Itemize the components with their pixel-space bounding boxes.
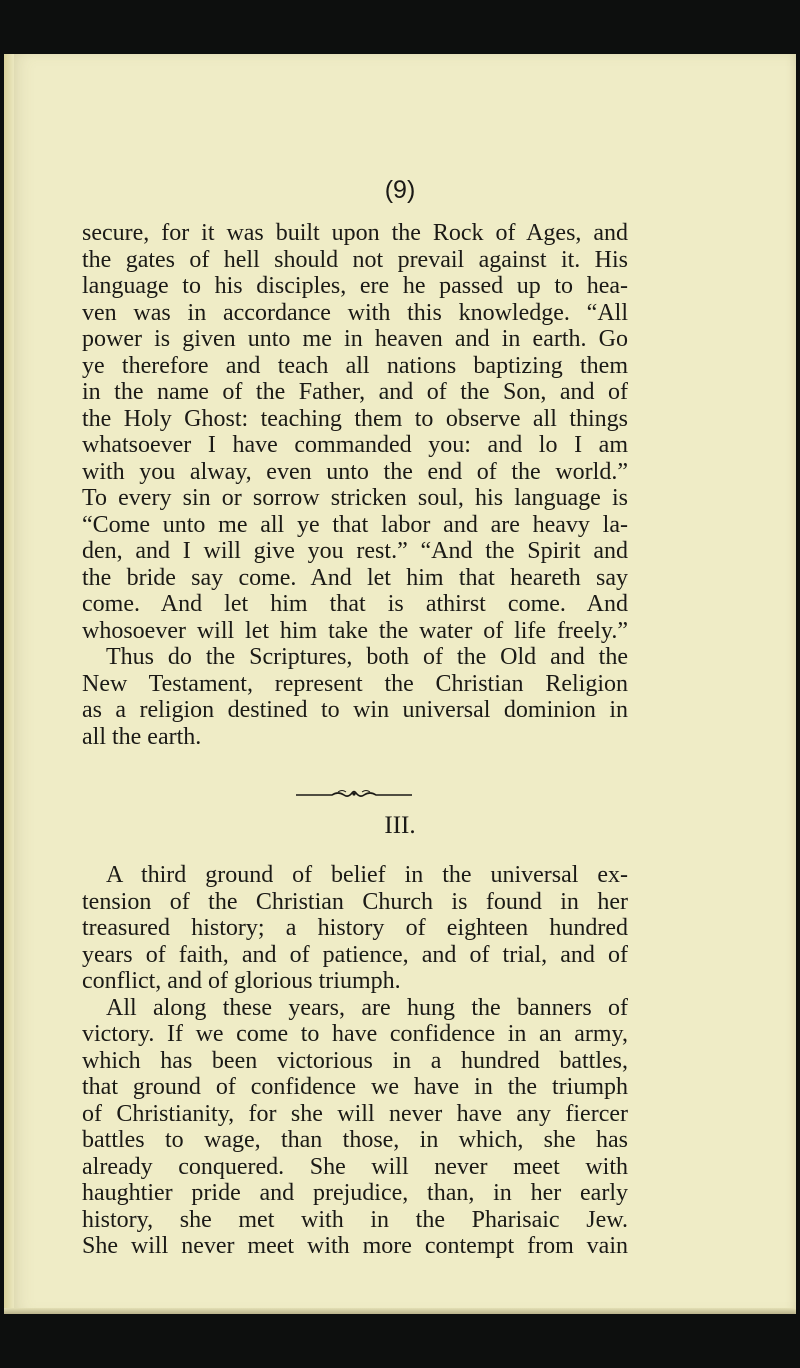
text-line: treasured history; a history of eighteen hundred	[82, 915, 628, 941]
text-line: tension of the Christian Church is found in her	[82, 888, 628, 915]
text-line: conflict, and of glorious triumph.	[82, 968, 401, 994]
section-heading: III.	[384, 812, 416, 839]
text-line: “Come unto me all ye that labor and are heavy la-	[82, 511, 628, 538]
text-line: all the earth.	[82, 723, 202, 750]
text-line: All along these years, are hung the banners of	[106, 994, 628, 1021]
text-line: ven was in accordance with this knowledge. “All	[82, 299, 628, 326]
text-line: ye therefore and teach all nations baptizing them	[82, 352, 628, 379]
text-line: whosoever will let him take the water of life freely.”	[82, 617, 628, 644]
text-line: of Christianity, for she will never have any fiercer	[82, 1100, 628, 1127]
text-line: haughtier pride and prejudice, than, in her early	[82, 1180, 628, 1206]
page-bottom-edge	[4, 1308, 796, 1314]
text-line: that ground of confidence we have in the triumph	[82, 1074, 628, 1100]
text-line: battles to wage, than those, in which, she has	[82, 1127, 628, 1153]
body-paragraph-section-three	[82, 862, 628, 1260]
text-line: den, and I will give you rest.” “And the Spirit and	[82, 538, 628, 564]
text-line: in the name of the Father, and of the Son, and of	[82, 379, 628, 405]
text-line: with you alway, even unto the end of the world.”	[82, 458, 628, 485]
book-page	[4, 54, 796, 1314]
text-line: She will never meet with more contempt from vain	[82, 1233, 628, 1259]
page-spine-shadow	[4, 54, 14, 1314]
page-number: (9)	[384, 176, 416, 204]
text-line: New Testament, represent the Christian Religion	[82, 670, 628, 697]
decorative-rule-ornament	[294, 788, 414, 800]
text-line: A third ground of belief in the universal ex-	[106, 862, 628, 888]
text-line: whatsoever I have commanded you: and lo I am	[82, 432, 628, 458]
text-line: come. And let him that is athirst come. And	[82, 591, 628, 617]
text-line: language to his disciples, ere he passed up to hea-	[82, 273, 628, 299]
text-line: Thus do the Scriptures, both of the Old and the	[106, 644, 628, 670]
text-line: power is given unto me in heaven and in earth. Go	[82, 326, 628, 352]
text-line: secure, for it was built upon the Rock of Ages, and	[82, 220, 628, 246]
text-line: which has been victorious in a hundred battles,	[82, 1047, 628, 1074]
body-paragraph-continued	[82, 220, 628, 750]
text-line: the Holy Ghost: teaching them to observe all things	[82, 405, 628, 432]
text-line: history, she met with in the Pharisaic Jew.	[82, 1206, 628, 1233]
text-line: the bride say come. And let him that heareth say	[82, 564, 628, 591]
text-line: as a religion destined to win universal dominion in	[82, 697, 628, 723]
text-line: To every sin or sorrow stricken soul, his language is	[82, 485, 628, 511]
text-line: already conquered. She will never meet with	[82, 1153, 628, 1180]
text-line: the gates of hell should not prevail against it. His	[82, 246, 628, 273]
text-line: victory. If we come to have confidence in an army,	[82, 1021, 628, 1047]
text-line: years of faith, and of patience, and of trial, and of	[82, 941, 628, 968]
